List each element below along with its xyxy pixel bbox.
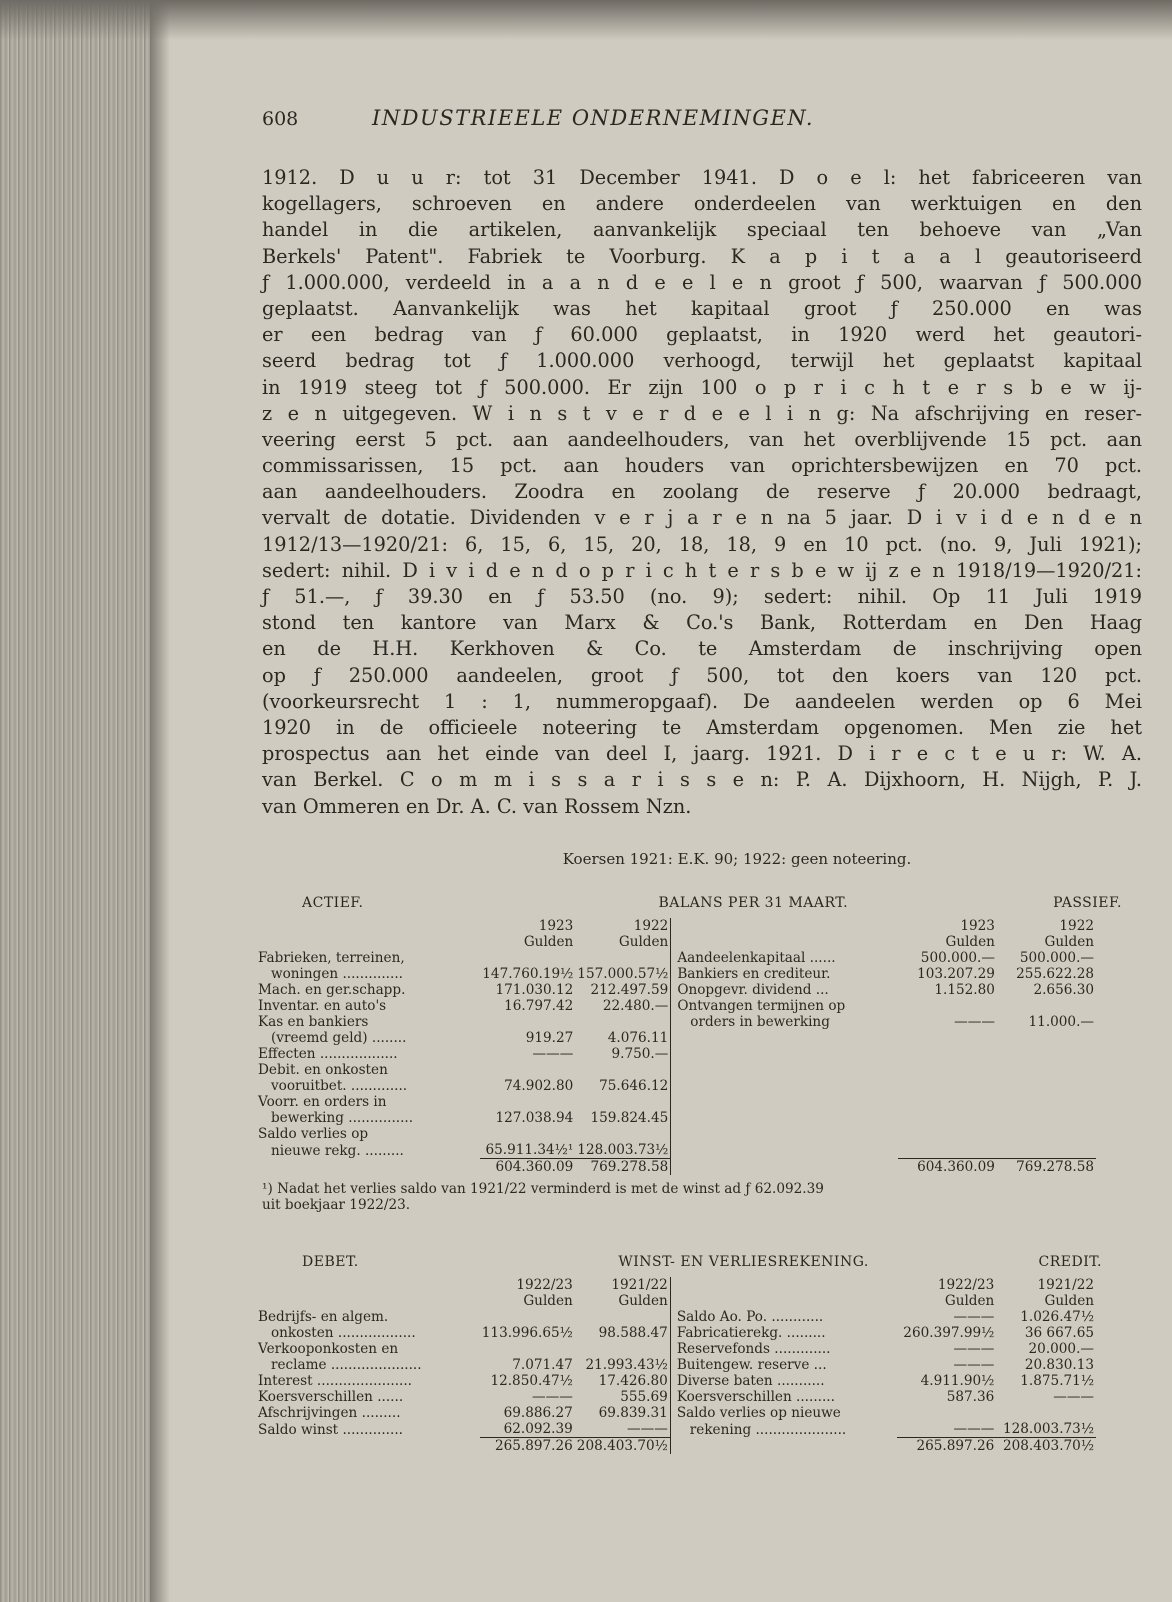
text-line: (voorkeursrecht 1 : 1, nummeropgaaf). De aandeelen werden op 6 Mei: [262, 689, 1142, 713]
right-label: Saldo Ao. Po. ............: [676, 1309, 824, 1326]
running-title: INDUSTRIEELE ONDERNEMINGEN.: [372, 106, 815, 130]
left-value-b: 75.646.12: [575, 1078, 671, 1094]
year-a-left: 1923: [538, 918, 574, 935]
right-value-b: 36 667.65: [1024, 1325, 1094, 1342]
text-line: geplaatst. Aanvankelijk was het kapitaal groot ƒ 250.000 en was: [262, 296, 1142, 320]
text-line: seerd bedrag tot ƒ 1.000.000 verhoogd, terwijl het geplaatst kapitaal: [262, 349, 1142, 373]
text-line: ƒ 51.—, ƒ 39.30 en ƒ 53.50 (no. 9); sedert: nihil. Op 11 Juli 1919: [262, 585, 1142, 608]
left-label: nieuwe rekg. .........: [258, 1142, 404, 1159]
blank-cell: [671, 1030, 898, 1046]
right-value-b: 1.875.71½: [1020, 1373, 1094, 1390]
text-line: prospectus aan het einde van deel I, jaarg. 1921. D i r e c t e u r: W. A.: [262, 742, 1142, 766]
left-value-b: [575, 1126, 671, 1142]
blank-cell: [256, 934, 480, 950]
text-line: commissarissen, 15 pct. aan houders van oprichtersbewijzen en 70 pct.: [262, 454, 1142, 478]
right-label: Saldo verlies op nieuwe: [676, 1405, 841, 1422]
right-label: Fabricatierekg. .........: [676, 1325, 826, 1342]
right-value-b: 255.622.28: [1016, 966, 1094, 983]
left-value-a: 171.030.12: [495, 982, 574, 999]
left-value-b: 4.076.11: [575, 1030, 671, 1046]
year-b-right: 1921/22: [1037, 1277, 1094, 1294]
unit-header-row: [256, 934, 1096, 950]
left-label: Mach. en ger.schapp.: [258, 982, 406, 999]
text-line: 1920 in de officieele noteering te Amsterdam opgenomen. Men zie het: [262, 715, 1142, 739]
right-value-b: ———: [1053, 1389, 1094, 1406]
left-value-a: ———: [532, 1046, 574, 1063]
balans-left-title: ACTIEF.: [302, 894, 364, 911]
blank-cell: [256, 1159, 480, 1176]
table-row: [256, 1046, 1096, 1062]
balans-table: [256, 918, 1096, 1175]
left-value-a: [480, 1062, 575, 1078]
left-label: woningen ..............: [258, 966, 403, 983]
blank-cell: [898, 1094, 997, 1110]
blank-cell: [997, 1126, 1096, 1142]
blank-cell: [671, 1110, 898, 1126]
text-line: vervalt de dotatie. Dividenden v e r j a r e n na 5 jaar. D i v i d e n d e n: [262, 506, 1142, 530]
total-left-b: 769.278.58: [575, 1159, 671, 1176]
blank-cell: [671, 1046, 898, 1062]
table-row: [256, 1110, 1096, 1126]
right-label: Bankiers en crediteur.: [677, 966, 831, 983]
right-value-a: 587.36: [946, 1389, 995, 1406]
left-label: Debit. en onkosten: [258, 1062, 388, 1079]
year-header-row: [256, 1277, 1096, 1293]
year-b-left: 1922: [575, 918, 671, 934]
left-value-b: 555.69: [575, 1389, 671, 1405]
total-left-a: 604.360.09: [480, 1159, 575, 1176]
winst-right-title: CREDIT.: [1038, 1254, 1102, 1271]
text-line: 1912. D u u r: tot 31 December 1941. D o e l: het fabriceeren van: [262, 166, 1142, 189]
right-label: Ontvangen termijnen op: [677, 998, 846, 1015]
blank-cell: [997, 1030, 1096, 1046]
left-value-b: 159.824.45: [575, 1110, 671, 1126]
right-value-b: [997, 998, 1096, 1014]
left-label: Saldo winst ..............: [258, 1421, 403, 1438]
balans-right-title: PASSIEF.: [1053, 894, 1122, 911]
left-value-b: 21.993.43½: [575, 1357, 671, 1373]
table-row: [256, 1389, 1096, 1405]
left-label: Effecten ..................: [258, 1046, 398, 1063]
winst-center-title: WINST- EN VERLIESREKENING.: [618, 1254, 869, 1271]
left-value-b: ———: [575, 1421, 671, 1438]
right-value-a: 260.397.99½: [903, 1325, 995, 1342]
right-value-a: ———: [953, 1309, 995, 1326]
table-row: [256, 1373, 1096, 1389]
text-line: handel in die artikelen, aanvankelijk speciaal ten behoeve van „Van: [262, 218, 1142, 242]
right-label: Aandeelenkapitaal ......: [677, 950, 836, 967]
left-value-b: [575, 1341, 671, 1357]
right-label: rekening .....................: [676, 1421, 847, 1438]
left-label: Verkooponkosten en: [258, 1341, 399, 1358]
left-value-b: [575, 1062, 671, 1078]
blank-cell: [997, 1110, 1096, 1126]
right-value-a: [897, 1405, 997, 1421]
table-row: [256, 982, 1096, 998]
blank-cell: [898, 1078, 997, 1094]
table-row: [256, 1421, 1096, 1438]
left-label: onkosten ..................: [258, 1325, 416, 1342]
left-value-b: [575, 1309, 671, 1325]
table-row: [256, 1014, 1096, 1030]
totals-row: [256, 1438, 1096, 1455]
unit-right-b: Gulden: [1044, 1293, 1094, 1310]
table-row: [256, 1405, 1096, 1421]
right-value-b: 20.830.13: [1024, 1357, 1094, 1374]
text-line: er een bedrag van ƒ 60.000 geplaatst, in 1920 werd het geautori-: [262, 323, 1142, 347]
left-label: Fabrieken, terreinen,: [258, 950, 405, 967]
left-value-b: [575, 1094, 671, 1110]
text-line: sedert: nihil. D i v i d e n d o p r i c h t e r s b e w ij z e n 1918/19—1920/21:: [262, 558, 1142, 582]
blank-cell: [898, 1110, 997, 1126]
blank-cell: [997, 1046, 1096, 1062]
unit-left-b: Gulden: [575, 934, 671, 950]
right-value-a: 103.207.29: [917, 966, 995, 983]
left-value-a: 74.902.80: [504, 1078, 574, 1095]
left-value-a: [480, 1014, 575, 1030]
year-b-right: 1922: [1059, 918, 1094, 935]
blank-cell: [670, 1438, 896, 1455]
text-line: in 1919 steeg tot ƒ 500.000. Er zijn 100 o p r i c h t e r s b e w ij-: [262, 375, 1142, 399]
unit-left-b: Gulden: [575, 1293, 671, 1309]
right-value-a: ———: [953, 1421, 995, 1438]
blank-cell: [997, 1078, 1096, 1094]
table-row: [256, 1126, 1096, 1142]
blank-cell: [671, 1094, 898, 1110]
unit-left-a: Gulden: [523, 1293, 573, 1310]
right-value-b: 128.003.73½: [1002, 1421, 1094, 1438]
year-a-right: 1923: [960, 918, 995, 935]
table-row: [256, 1309, 1096, 1325]
table-row: [256, 998, 1096, 1014]
left-value-b: 22.480.—: [575, 998, 671, 1014]
table-row: [256, 1094, 1096, 1110]
blank-cell: [997, 1094, 1096, 1110]
winst-title-row: [302, 1249, 1102, 1275]
footnote-line2: uit boekjaar 1922/23.: [262, 1197, 411, 1214]
blank-cell: [256, 1438, 480, 1455]
table-row: [256, 1062, 1096, 1078]
blank-cell: [898, 1062, 997, 1078]
blank-cell: [898, 1046, 997, 1062]
right-value-b: [996, 1405, 1096, 1421]
right-value-b: 11.000.—: [1028, 1014, 1094, 1031]
unit-header-row: [256, 1293, 1096, 1309]
blank-cell: [671, 1142, 898, 1159]
left-label: Kas en bankiers: [258, 1014, 369, 1031]
year-a-right: 1922/23: [937, 1277, 995, 1294]
table-row: [256, 966, 1096, 982]
table-row: [256, 1357, 1096, 1373]
left-value-a: 113.996.65½: [481, 1325, 573, 1342]
total-left-a: 265.897.26: [480, 1438, 575, 1455]
left-label: Koersverschillen ......: [258, 1389, 404, 1406]
koersen-line: Koersen 1921: E.K. 90; 1922: geen noteering.: [562, 849, 912, 868]
right-label: Koersverschillen .........: [676, 1389, 835, 1406]
left-value-a: 62.092.39: [503, 1421, 573, 1438]
table-row: [256, 1325, 1096, 1341]
right-label: Reservefonds .............: [676, 1341, 831, 1358]
left-value-a: 127.038.94: [495, 1110, 574, 1127]
total-right-b: 208.403.70½: [996, 1438, 1096, 1455]
left-label: Voorr. en orders in: [258, 1094, 387, 1111]
right-value-a: 4.911.90½: [920, 1373, 995, 1390]
right-value-a: ———: [953, 1341, 995, 1358]
text-line: aan aandeelhouders. Zoodra en zoolang de reserve ƒ 20.000 bedraagt,: [262, 480, 1142, 504]
right-value-a: 500.000.—: [920, 950, 995, 967]
left-label: Inventar. en auto's: [258, 998, 387, 1015]
left-value-b: 212.497.59: [575, 982, 671, 998]
book-page-edges: [0, 0, 150, 1602]
left-label: bewerking ...............: [258, 1110, 414, 1127]
table-row: [256, 1341, 1096, 1357]
text-line: op ƒ 250.000 aandeelen, groot ƒ 500, tot den koers van 120 pct.: [262, 663, 1142, 687]
blank-cell: [671, 1078, 898, 1094]
right-label: Buitengew. reserve ...: [676, 1357, 827, 1374]
blank-cell: [671, 1126, 898, 1142]
unit-left-a: Gulden: [523, 934, 574, 951]
text-line: van Berkel. C o m m i s s a r i s s e n: P. A. Dijxhoorn, H. Nijgh, P. J.: [262, 768, 1142, 792]
total-left-b: 208.403.70½: [575, 1438, 671, 1455]
page-header: [262, 105, 1142, 165]
blank-cell: [671, 934, 898, 950]
year-header-row: [256, 918, 1096, 934]
unit-right-a: Gulden: [944, 1293, 995, 1310]
left-value-a: 16.797.42: [504, 998, 574, 1015]
totals-row: [256, 1159, 1096, 1176]
left-value-a: [480, 950, 575, 966]
balans-title-row: [302, 890, 1122, 916]
unit-right-b: Gulden: [1044, 934, 1094, 951]
right-value-a: ———: [954, 1014, 995, 1031]
page-number: 608: [262, 108, 299, 130]
blank-cell: [670, 1277, 896, 1293]
right-label: Onopgevr. dividend ...: [677, 982, 829, 999]
text-line: z e n uitgegeven. W i n s t v e r d e e l i n g: Na afschrijving en reser-: [262, 401, 1142, 425]
left-value-b: [575, 1014, 671, 1030]
left-value-a: 69.886.27: [503, 1405, 573, 1422]
table-row: [256, 950, 1096, 966]
right-value-a: 1.152.80: [934, 982, 995, 999]
left-value-a: [480, 1309, 575, 1325]
table-row: [256, 1078, 1096, 1094]
blank-cell: [671, 1159, 898, 1176]
total-right-a: 265.897.26: [897, 1438, 997, 1455]
left-value-b: 9.750.—: [575, 1046, 671, 1062]
left-value-b: 128.003.73½: [575, 1142, 671, 1159]
blank-cell: [256, 918, 480, 934]
left-label: Saldo verlies op: [258, 1126, 369, 1143]
balans-center-title: BALANS PER 31 MAART.: [658, 894, 849, 911]
left-value-b: 98.588.47: [575, 1325, 671, 1341]
right-label: orders in bewerking: [677, 1014, 830, 1031]
text-line: kogellagers, schroeven en andere onderdeelen van werktuigen en den: [262, 192, 1142, 216]
blank-cell: [997, 1142, 1096, 1159]
right-value-b: 20.000.—: [1028, 1341, 1094, 1358]
blank-cell: [256, 1293, 480, 1309]
left-value-a: 12.850.47½: [490, 1373, 573, 1390]
left-label: Bedrijfs- en algem.: [258, 1309, 389, 1326]
left-value-a: 65.911.34½¹: [485, 1142, 574, 1159]
text-line: veering eerst 5 pct. aan aandeelhouders, van het overblijvende 15 pct. aan: [262, 427, 1142, 451]
right-value-b: 1.026.47½: [1020, 1309, 1094, 1326]
text-line: ƒ 1.000.000, verdeeld in a a n d e e l e n groot ƒ 500, waarvan ƒ 500.000: [262, 270, 1142, 294]
text-line: van Ommeren en Dr. A. C. van Rossem Nzn.: [262, 794, 692, 818]
year-a-left: 1922/23: [516, 1277, 573, 1294]
blank-cell: [671, 918, 898, 934]
left-label: vooruitbet. .............: [258, 1078, 408, 1095]
footnote-line1: Nadat het verlies saldo van 1921/22 verminderd is met de winst ad ƒ 62.092.39: [277, 1181, 824, 1198]
right-value-b: 2.656.30: [1033, 982, 1094, 999]
blank-cell: [256, 1277, 480, 1293]
company-description: [262, 165, 1142, 820]
left-value-a: 147.760.19½: [482, 966, 574, 983]
blank-cell: [898, 1030, 997, 1046]
left-value-a: [480, 1094, 575, 1110]
table-row: [256, 1030, 1096, 1046]
total-right-a: 604.360.09: [898, 1159, 997, 1176]
text-line: stond ten kantore van Marx & Co.'s Bank, Rotterdam en Den Haag: [262, 611, 1142, 635]
right-label: Diverse baten ...........: [676, 1373, 825, 1390]
winst-table: [256, 1277, 1096, 1454]
left-value-a: 919.27: [525, 1030, 574, 1047]
left-value-b: 69.839.31: [575, 1405, 671, 1421]
text-line: Berkels' Patent". Fabriek te Voorburg. K a p i t a a l geautoriseerd: [262, 244, 1142, 268]
year-b-left: 1921/22: [575, 1277, 671, 1293]
text-line: en de H.H. Kerkhoven & Co. te Amsterdam de inschrijving open: [262, 637, 1142, 661]
unit-right-a: Gulden: [945, 934, 995, 951]
blank-cell: [670, 1293, 896, 1309]
footnote-marker: ¹): [262, 1181, 273, 1198]
winst-left-title: DEBET.: [302, 1254, 359, 1271]
blank-cell: [671, 1062, 898, 1078]
left-label: Interest ......................: [258, 1373, 412, 1390]
left-label: reclame .....................: [258, 1357, 422, 1374]
left-value-b: [575, 950, 671, 966]
left-value-a: [480, 1341, 575, 1357]
left-value-a: 7.071.47: [512, 1357, 573, 1374]
right-value-b: 500.000.—: [1019, 950, 1094, 967]
blank-cell: [898, 1126, 997, 1142]
left-label: Afschrijvingen .........: [258, 1405, 401, 1422]
balans-footnote: [262, 1181, 1142, 1213]
left-value-a: ———: [532, 1389, 573, 1406]
text-line: 1912/13—1920/21: 6, 15, 6, 15, 20, 18, 18, 9 en 10 pct. (no. 9, Juli 1921);: [262, 532, 1142, 556]
left-value-b: 17.426.80: [575, 1373, 671, 1389]
table-row: [256, 1142, 1096, 1159]
left-value-b: 157.000.57½: [575, 966, 671, 982]
top-shadow: [0, 0, 1172, 40]
blank-cell: [898, 1142, 997, 1159]
total-right-b: 769.278.58: [997, 1159, 1096, 1176]
left-value-a: [480, 1126, 575, 1142]
blank-cell: [997, 1062, 1096, 1078]
right-value-a: [898, 998, 997, 1014]
right-value-a: ———: [953, 1357, 995, 1374]
book-page: [258, 105, 1142, 1455]
left-label: (vreemd geld) ........: [258, 1030, 407, 1047]
